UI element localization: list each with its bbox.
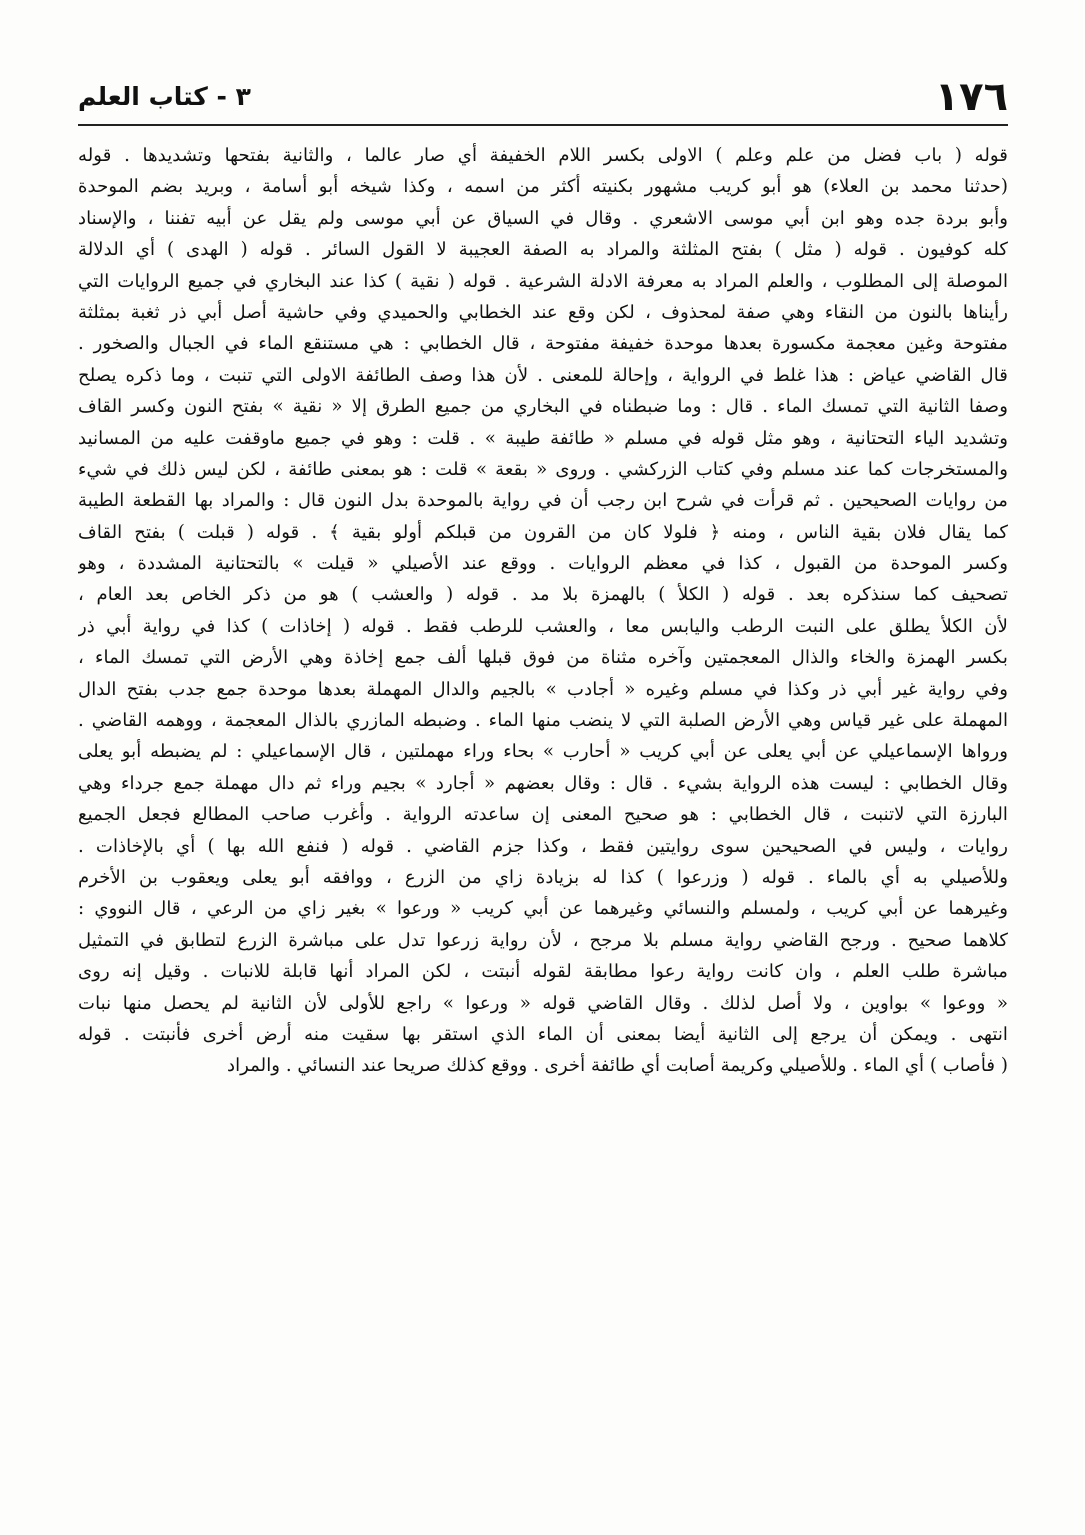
text-line: كلاهما صحيح . ورجح القاضي رواية مسلم بلا مرجح ، لأن رواية زرعوا تدل على مباشرة الزرع لتطابق في التمثيل [78, 929, 1008, 951]
text-line: تصحيف كما سنذكره بعد . قوله ( الكلأ ) بالهمزة بلا مد . قوله ( والعشب ) هو من ذكر الخاص بعد العام ، [78, 584, 1008, 606]
body-text [78, 140, 1008, 1430]
text-line: وصفا الثانية التي تمسك الماء . قال : وما ضبطناه في البخاري من جميع الطرق إلا « نقية » بفتح النون وكسر القاف [78, 396, 1008, 418]
text-line: من روايات الصحيحين . ثم قرأت في شرح ابن رجب أن في رواية بالموحدة بدل النون قال : والمراد بها القطعة الطيبة [78, 490, 1008, 512]
text-line: المهملة على غير قياس وهي الأرض الصلبة التي لا ينضب منها الماء . وضبطه المازري بالذال المعجمة ، ووهمه القاضي . [78, 710, 1008, 732]
text-line: قال القاضي عياض : هذا غلط في الرواية ، وإحالة للمعنى . لأن هذا وصف الطائفة الاولى التي تنبت ، وما ذكره يصلح [78, 364, 1008, 386]
text-line: (حدثنا محمد بن العلاء) هو أبو كريب مشهور بكنيته أكثر من اسمه ، وكذا شيخه أبو أسامة ، وبريد بضم الموحدة [78, 176, 1008, 198]
header-divider [78, 124, 1008, 126]
text-line: بكسر الهمزة والخاء والذال المعجمتين وآخره مثناة من فوق قبلها ألف جمع إخاذة وهي الأرض التي تمسك الماء ، [78, 647, 1008, 669]
running-title: ٣ - كتاب العلم [78, 82, 251, 111]
page-number: ١٧٦ [934, 74, 1008, 120]
text-line: ( فأصاب ) أي الماء . وللأصيلي وكريمة أصابت أي طائفة أخرى . ووقع كذلك صريحا عند النسائي . والمراد [226, 1055, 1008, 1077]
text-line: وأبو بردة جده وهو ابن أبي موسى الاشعري . وقال في السياق عن أبي موسى ولم يقل عن أبيه تفننا ، والإسناد [78, 207, 1008, 229]
text-line: قوله ( باب فضل من علم وعلم ) الاولى بكسر اللام الخفيفة أي صار عالما ، والثانية بفتحها وتشديدها . قوله [78, 145, 1008, 166]
text-line: وتشديد الياء التحتانية ، وهو مثل قوله في مسلم « طائفة طيبة » . قلت : وهو في جميع ماوقفت عليه من المسانيد [78, 427, 1008, 449]
text-line: الموصلة إلى المطلوب ، والعلم المراد به معرفة الادلة الشرعية . قوله ( نقية ) كذا عند البخاري في جميع الروايات التي [78, 270, 1008, 292]
text-line: انتهى . ويمكن أن يرجع إلى الثانية أيضا بمعنى أن الماء الذي استقر بها سقيت منه أرض أخرى فأنبتت . قوله [78, 1023, 1008, 1045]
text-line: والمستخرجات كما عند مسلم وفي كتاب الزركشي . وروى « بقعة » قلت : هو بمعنى طائفة ، لكن ليس ذلك في شيء [78, 458, 1008, 480]
text-line: مباشرة طلب العلم ، وان كانت رواية رعوا مطابقة لقوله أنبتت ، لكن المراد أنها قابلة للانبات . وقيل إنه روى [78, 961, 1008, 983]
text-line: مفتوحة وغين معجمة مكسورة بعدها موحدة خفيفة مفتوحة ، قال الخطابي : هي مستنقع الماء في الجبال والصخور . [78, 333, 1008, 355]
text-line: لأن الكلأ يطلق على النبت الرطب واليابس معا ، والعشب للرطب فقط . قوله ( إخاذات ) كذا في رواية أبي ذر [78, 615, 1008, 637]
text-line: وغيرهما عن أبي كريب ، ولمسلم والنسائي وغيرهما عن أبي كريب « ورعوا » بغير زاي من الرعي ، قال النووي : [78, 898, 1008, 920]
page-header [78, 72, 1008, 122]
text-line: « ووعوا » بواوين ، ولا أصل لذلك . وقال القاضي قوله « ورعوا » راجع للأولى لأن الثانية لم يحصل منها نبات [78, 992, 1008, 1014]
text-line: كما يقال فلان بقية الناس ، ومنه ﴿ فلولا كان من القرون من قبلكم أولو بقية ﴾ . قوله ( قبلت ) بفتح القاف [78, 521, 1008, 543]
text-line: وقال الخطابي : ليست هذه الرواية بشيء . قال : وقال بعضهم « أجارد » بجيم وراء ثم دال مهملة جمع جرداء وهي [78, 772, 1008, 794]
text-line: ورواها الإسماعيلي عن أبي يعلى عن أبي كريب « أحارب » بحاء وراء مهملتين ، قال الإسماعيلي : لم يضبطه أبو يعلى [78, 741, 1008, 763]
text-line: رأيناها بالنون من النقاء وهي صفة لمحذوف ، لكن وقع عند الخطابي والحميدي وفي حاشية أصل أبي ذر ثغبة بمثلثة [78, 301, 1008, 323]
text-line: وكسر الموحدة من القبول ، كذا في معظم الروايات . ووقع عند الأصيلي « قيلت » بالتحتانية المشددة ، وهو [78, 553, 1008, 575]
text-line: البارزة التي لاتنبت ، قال الخطابي : هو صحيح المعنى إن ساعدته الرواية . وأغرب صاحب المطالع فجعل الجميع [78, 804, 1008, 826]
text-line: كله كوفيون . قوله ( مثل ) بفتح المثلثة والمراد به الصفة العجيبة لا القول السائر . قوله ( الهدى ) أي الدلالة [78, 239, 1008, 261]
text-line: روايات ، وليس في الصحيحين سوى روايتين فقط ، وكذا جزم القاضي . قوله ( فنفع الله بها ) أي بالإخاذات . [78, 835, 1008, 857]
text-line: وللأصيلي به أي بالماء . قوله ( وزرعوا ) كذا له بزيادة زاي من الزرع ، ووافقه أبو يعلى ويعقوب بن الأخرم [78, 866, 1008, 888]
text-line: وفي رواية غير أبي ذر وكذا في مسلم وغيره « أجادب » بالجيم والدال المهملة بعدها موحدة جمع جدب بفتح الدال [78, 678, 1008, 700]
